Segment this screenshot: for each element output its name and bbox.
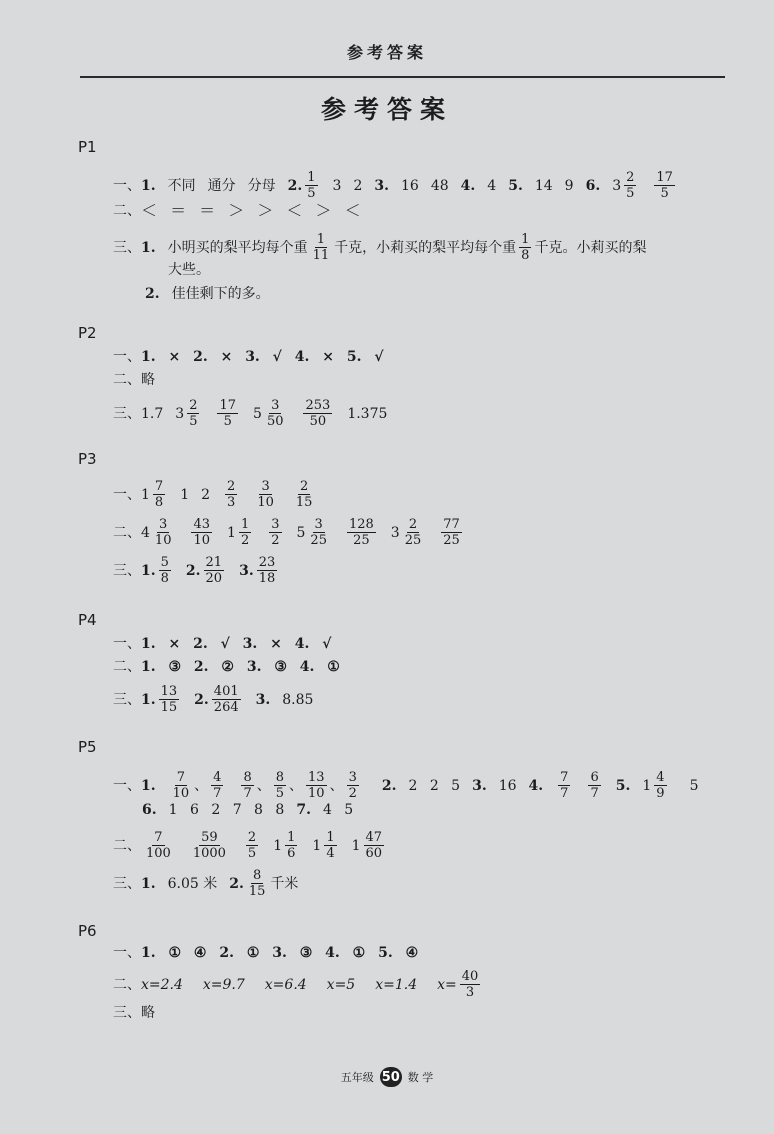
answer-text: 1. ③ 2. ② 3. ③ 4. ①: [141, 659, 340, 675]
mixed-number: 1 $\frac{1}{6}$: [273, 830, 296, 861]
fraction: $\frac{3}{2}$: [271, 517, 280, 548]
unit-text: 千米: [270, 875, 299, 892]
fraction: $\frac{3}{2}$: [348, 770, 357, 801]
p6-part3: [113, 1003, 155, 1023]
answer-text: 通分: [207, 177, 236, 194]
part-label: 二、: [113, 976, 141, 993]
answer-value: 2: [201, 486, 211, 503]
fraction: $\frac{7}{100}$: [146, 830, 171, 861]
fraction: $\frac{1}{11}$: [312, 232, 330, 263]
answer-value: 2: [353, 177, 363, 194]
fraction: $\frac{23}{18}$: [258, 555, 276, 586]
p5-part2: [113, 830, 387, 861]
mixed-number: 1 $\frac{47}{60}$: [351, 830, 383, 861]
equation-answer: x=: [437, 976, 457, 993]
answer-text: 千克，小莉买的梨平均每个重: [334, 239, 517, 256]
part-label: 三、: [113, 1005, 141, 1021]
item-number: 7.: [296, 802, 311, 818]
page-number-badge: 50: [380, 1067, 402, 1087]
p4-part3: [113, 684, 313, 715]
item-number: 3.: [472, 777, 487, 794]
p3-part1: [113, 479, 317, 510]
fraction: $\frac{7}{10}$: [172, 770, 190, 801]
fraction: $\frac{77}{25}$: [443, 517, 460, 548]
answer-text: 小明买的梨平均每个重: [167, 239, 308, 256]
section-label-p5: P5: [78, 738, 97, 756]
item-number: 4.: [460, 177, 476, 194]
fraction: $\frac{4}{7}$: [213, 770, 222, 801]
answer-value: 1: [180, 486, 190, 503]
item-number: 2.: [145, 286, 160, 302]
answer-value: 9: [564, 177, 574, 194]
p6-part2: [113, 969, 483, 1000]
part-label: 三、: [113, 239, 141, 256]
fraction: $\frac{8}{15}$: [248, 868, 266, 899]
mixed-number: 1 $\frac{1}{2}$: [227, 517, 250, 548]
answer-value: 14: [534, 177, 553, 194]
section-label-p4: P4: [78, 611, 97, 629]
fraction: $\frac{7}{7}$: [560, 770, 569, 801]
p4-part2: [113, 657, 340, 677]
item-number: 1.: [141, 875, 156, 892]
item-number: 1.: [141, 777, 156, 794]
answer-text: ＜ ＝ ＝ ＞ ＞ ＜ ＞ ＜: [141, 201, 365, 220]
p3-part3: [113, 555, 280, 586]
answer-text: 分母: [247, 177, 276, 194]
item-number: 5.: [615, 777, 631, 794]
answer-value: 3: [332, 177, 342, 194]
fraction: $\frac{1}{5}$: [307, 170, 316, 201]
equation-answer: x=5: [326, 976, 356, 993]
answer-value: 1 6 2 7 8 8: [168, 802, 285, 818]
separator: 、: [289, 777, 304, 794]
part-label: 三、: [113, 562, 141, 579]
equation-answer: x=1.4: [375, 976, 418, 993]
item-number: 1.: [141, 691, 156, 708]
part-label: 二、: [113, 837, 141, 854]
mixed-number: 5 $\frac{3}{25}$: [296, 517, 327, 548]
fraction: $\frac{17}{5}$: [656, 170, 673, 201]
section-label-p6: P6: [78, 922, 97, 940]
p1-part1: [113, 170, 678, 201]
p2-part2: [113, 370, 155, 390]
part-label: 二、: [113, 524, 141, 541]
separator: 、: [194, 777, 209, 794]
item-number: 6.: [585, 177, 601, 194]
part-label: 一、: [113, 777, 141, 794]
mixed-number: 1 $\frac{7}{8}$: [141, 479, 164, 510]
equation-answer: x=6.4: [264, 976, 307, 993]
part-label: 二、: [113, 659, 141, 675]
fraction: $\frac{128}{25}$: [348, 517, 374, 548]
p1-part3: [113, 232, 646, 263]
answer-value: 4 5: [322, 802, 354, 818]
fraction: $\frac{8}{5}$: [275, 770, 285, 801]
answer-value: 2 2 5: [408, 777, 461, 794]
fraction: $\frac{2}{15}$: [295, 479, 313, 510]
part-label: 一、: [113, 636, 141, 652]
part-label: 三、: [113, 691, 141, 708]
answer-value: 1.375: [347, 405, 388, 422]
answer-text: 不同: [167, 177, 196, 194]
p5-part1-cont: [142, 800, 353, 820]
mixed-number: 4 $\frac{3}{10}$: [141, 517, 172, 548]
fraction: $\frac{43}{10}$: [193, 517, 211, 548]
item-number: 2.: [229, 875, 244, 892]
p1-part3-cont: 大些。: [168, 262, 210, 278]
fraction: $\frac{1}{8}$: [521, 232, 530, 263]
fraction: $\frac{6}{7}$: [590, 770, 599, 801]
p6-part1: [113, 943, 418, 963]
answer-value: 48: [430, 177, 449, 194]
fraction: $\frac{2}{5}$: [247, 830, 257, 861]
item-number: 2.: [185, 562, 201, 579]
answer-text: 1. × 2. × 3. √ 4. × 5. √: [141, 349, 384, 365]
item-number: 3.: [239, 562, 254, 579]
fraction: $\frac{2}{3}$: [227, 479, 236, 510]
equation-answer: x=2.4: [141, 976, 183, 993]
fraction: $\frac{59}{1000}$: [192, 830, 226, 861]
fraction: $\frac{17}{5}$: [219, 398, 237, 429]
answer-text: 1. ① ④ 2. ① 3. ③ 4. ① 5. ④: [141, 945, 419, 961]
item-number: 5.: [508, 177, 523, 194]
fraction: $\frac{253}{50}$: [305, 398, 331, 429]
page-footer: [0, 1067, 774, 1087]
item-number: 4.: [528, 777, 544, 794]
fraction: $\frac{401}{264}$: [213, 684, 239, 715]
item-number: 2.: [287, 177, 303, 194]
mixed-number: 3 $\frac{2}{5}$: [175, 398, 198, 429]
mixed-number: 3 $\frac{2}{25}$: [390, 517, 422, 548]
answer-value: 5: [689, 777, 699, 794]
mixed-number: 1 $\frac{4}{9}$: [642, 770, 665, 801]
answer-text: 略: [141, 1005, 155, 1021]
section-label-p3: P3: [78, 450, 97, 468]
part-label: 二、: [113, 372, 141, 388]
item-number: 1.: [141, 177, 156, 194]
separator: 、: [256, 777, 271, 794]
item-number: 2.: [194, 691, 209, 708]
part-label: 一、: [113, 349, 141, 365]
fraction: $\frac{21}{20}$: [205, 555, 223, 586]
fraction: $\frac{13}{15}$: [160, 684, 178, 715]
separator: 、: [329, 777, 344, 794]
part-label: 一、: [113, 945, 141, 961]
answer-text: 略: [141, 372, 155, 388]
part-label: 三、: [113, 405, 141, 422]
part-label: 三、: [113, 875, 141, 892]
p4-part1: [113, 634, 331, 654]
mixed-number: 5 $\frac{3}{50}$: [253, 398, 284, 429]
p2-part3: [113, 398, 387, 429]
answer-value: 16: [401, 177, 419, 194]
answer-value: 4: [487, 177, 497, 194]
answer-value: 8.85: [282, 691, 314, 708]
header-rule: [80, 76, 725, 78]
answer-text: 佳佳剩下的多。: [171, 286, 270, 302]
p2-part1: [113, 347, 384, 367]
p5-part3: [113, 868, 298, 899]
item-number: 3.: [255, 691, 271, 708]
p1-part3-item2: [145, 284, 270, 304]
item-number: 6.: [142, 802, 157, 818]
mixed-number: 3 $\frac{2}{5}$: [612, 170, 635, 201]
answer-value: 1.7: [141, 405, 164, 422]
p5-part1: [113, 770, 698, 801]
page-title: 参考答案: [320, 95, 453, 124]
grade-label: 五年级: [340, 1071, 374, 1084]
part-label: 二、: [113, 203, 141, 219]
part-label: 一、: [113, 486, 141, 503]
item-number: 1.: [141, 239, 156, 256]
part-label: 一、: [113, 177, 141, 194]
fraction: $\frac{5}{8}$: [160, 555, 169, 586]
item-number: 2.: [381, 777, 397, 794]
equation-answer: x=9.7: [202, 976, 245, 993]
answer-text: 千克。小莉买的梨: [534, 239, 647, 256]
fraction: $\frac{40}{3}$: [461, 969, 479, 1000]
answer-value: 6.05 米: [167, 875, 218, 892]
p3-part2: [113, 517, 465, 548]
mixed-number: 1 $\frac{1}{4}$: [312, 830, 335, 861]
answer-value: 16: [498, 777, 517, 794]
subject-label: 数 学: [407, 1071, 434, 1084]
running-header: 参考答案: [346, 43, 427, 62]
item-number: 1.: [141, 562, 156, 579]
item-number: 3.: [374, 177, 389, 194]
fraction: $\frac{13}{10}$: [308, 770, 325, 801]
section-label-p2: P2: [78, 324, 97, 342]
p1-part2: [113, 201, 365, 221]
fraction: $\frac{3}{10}$: [257, 479, 274, 510]
fraction: $\frac{8}{7}$: [243, 770, 252, 801]
section-label-p1: P1: [78, 138, 97, 156]
answer-text: 1. × 2. √ 3. × 4. √: [141, 636, 332, 652]
